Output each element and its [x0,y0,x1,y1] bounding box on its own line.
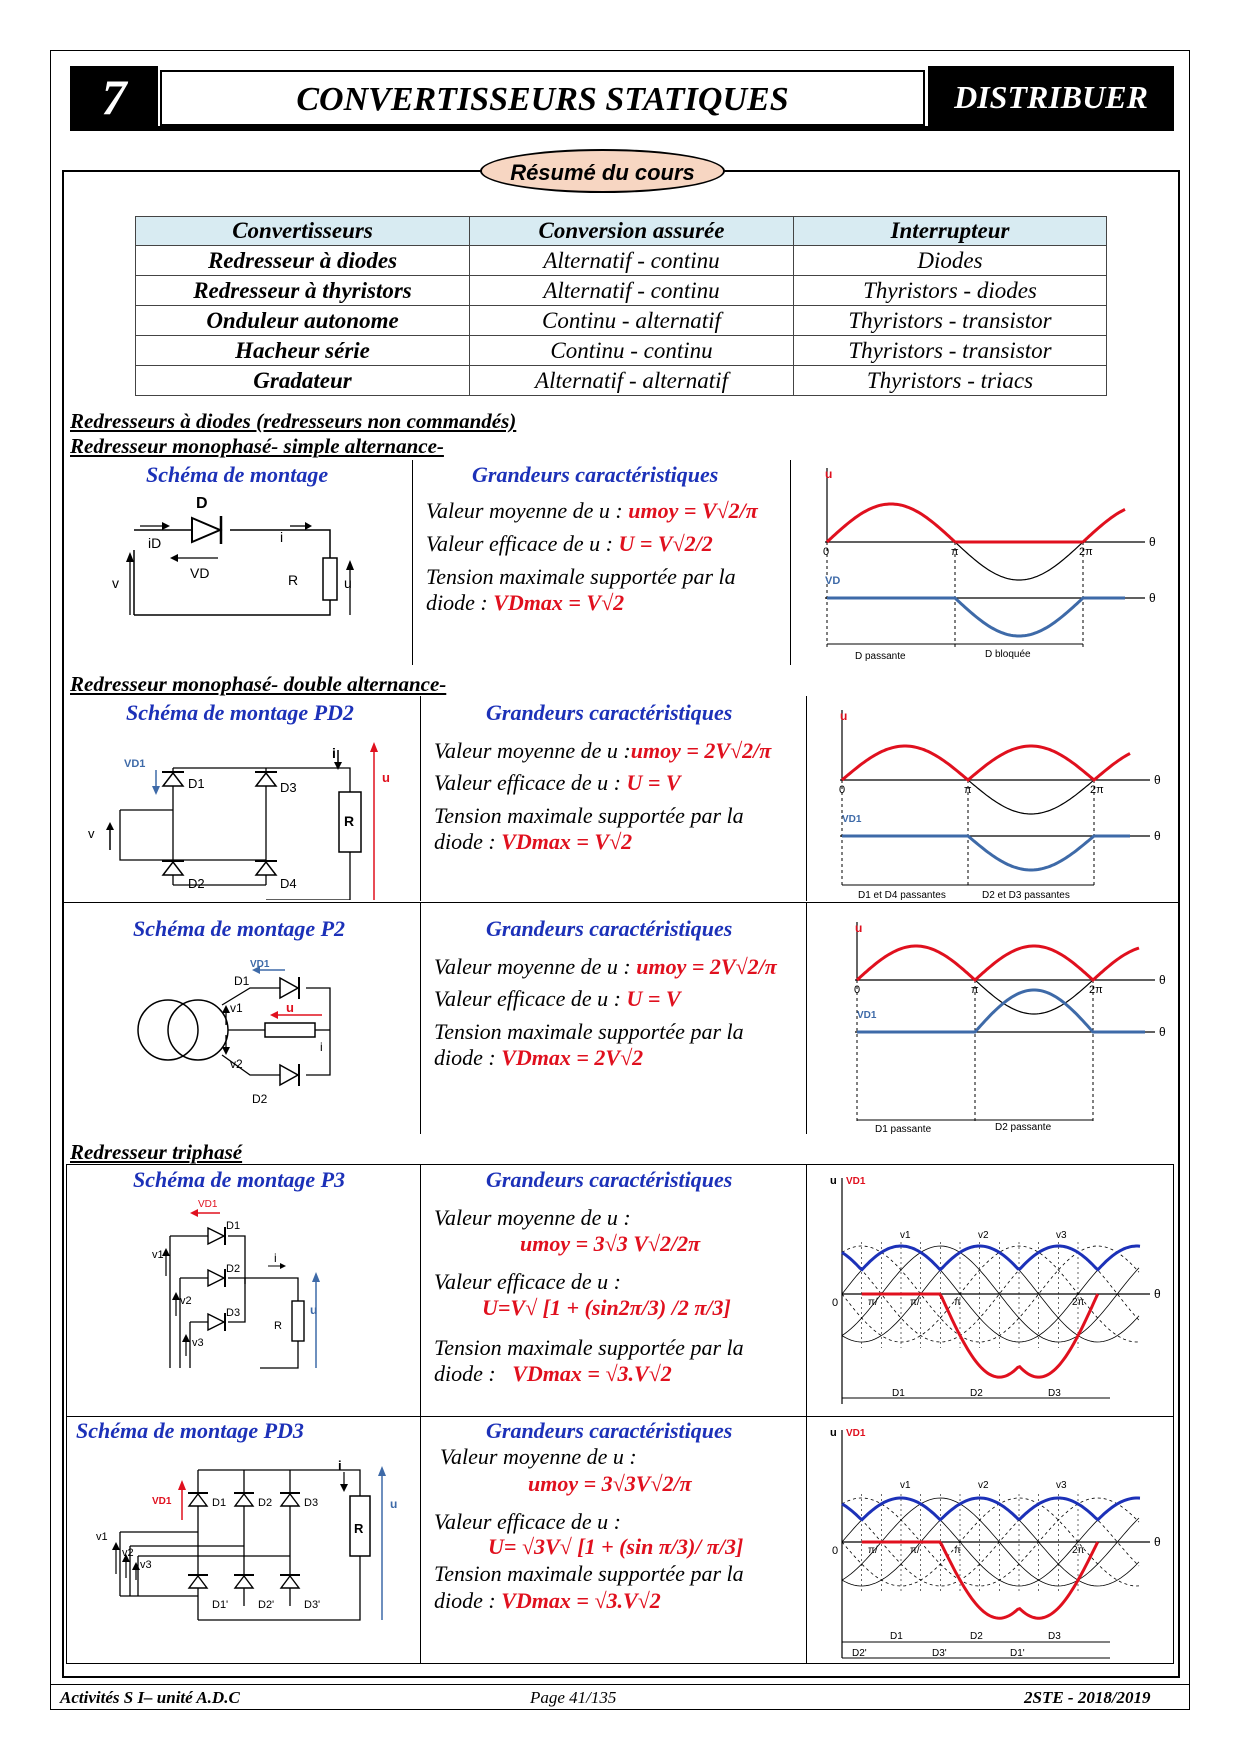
label: D2' [258,1599,275,1611]
graph-p3 [820,1168,1170,1412]
label: v2 [122,1547,134,1559]
formula-value: umoy = 3√3 V√2/2π [520,1231,701,1256]
label: D1' [212,1599,229,1611]
conduction-label: D passante [855,651,906,662]
label: D1 [226,1220,241,1232]
label: u [390,1497,398,1511]
tick-label: 2π [1089,984,1103,996]
label: v3 [192,1337,204,1349]
tick-label: π/ [868,1297,878,1308]
formula-line: diode : VDmax = 2V√2 [434,1045,644,1070]
label: i [280,529,284,545]
tick-label: 2π [1079,546,1093,558]
circuit-simple [100,490,370,640]
formula-line: Tension maximale supportée par la [434,803,744,828]
formula-line: Valeur efficace de u : [434,1269,621,1294]
circuit-p3 [150,1196,330,1376]
table-row [136,306,1107,336]
resistor [323,558,337,600]
table-cell: Onduleur autonome [136,306,470,336]
label: D1 [234,974,250,988]
divider [806,696,807,901]
table-cell: Hacheur série [136,336,470,366]
section-triphase: Redresseur triphasé [70,1140,243,1164]
conduction-label: D1 [890,1631,903,1642]
axis-label: u [855,921,863,935]
formula-value: umoy = 3√3V√2/π [528,1471,692,1496]
table-header-row [136,217,1107,246]
axis-label: VD1 [842,814,862,825]
label: v2 [230,1057,243,1071]
divider [412,460,413,665]
formula-value: VDmax = V√2 [501,829,633,854]
formula-line: Valeur moyenne de u :umoy = 2V√2/π [434,738,772,763]
tick-label: 0 [823,546,830,558]
header-shadow [70,126,1174,131]
label: v1 [230,1001,243,1015]
axis-label: VD [825,575,841,587]
formula-line: Tension maximale supportée par la [434,1019,744,1044]
axis-label: θ [1159,1025,1166,1039]
label: VD1 [124,758,146,770]
label: i [320,1040,323,1054]
label: VD1 [198,1199,218,1210]
conduction-label: D2 passante [995,1122,1052,1133]
formula-value: U= √3V√ [1 + (sin π/3)/ π/3] [488,1534,744,1559]
summary-badge: Résumé du cours [480,149,725,193]
axis-label: u [830,1427,837,1439]
schema-title: Schéma de montage PD2 [126,700,354,725]
formula-value: VDmax = √3.V√2 [512,1361,672,1386]
table-cell: Alternatif - continu [470,276,794,306]
axis-label: u [830,1175,837,1187]
label: v1 [96,1531,108,1543]
section-mono-double: Redresseur monophasé- double alternance- [70,672,447,696]
graph-pd3 [820,1420,1170,1664]
graph-p2 [845,912,1170,1134]
table-row [136,336,1107,366]
label: u [382,770,390,785]
table-header: Interrupteur [794,217,1107,246]
axis-label: θ [1154,1535,1161,1549]
formula-line: Valeur efficace de u : U = V√2/2 [426,531,713,556]
block-separator [62,902,1178,903]
footer-rule [50,1684,1190,1685]
table-cell: Thyristors - triacs [794,366,1107,396]
graph-simple [815,458,1160,666]
table-row [136,276,1107,306]
footer-left: Activités S I– unité A.D.C [60,1688,240,1707]
label: D1 [212,1497,227,1509]
label: R [288,572,299,588]
divider [806,1164,807,1664]
section-diodes: Redresseurs à diodes (redresseurs non commandés) [70,409,517,433]
table-cell: Diodes [794,246,1107,276]
formula-line: diode : VDmax = V√2 [426,590,625,615]
axis-label: θ [1149,591,1156,605]
label: VD1 [152,1496,172,1507]
schema-title: Schéma de montage P2 [133,916,346,941]
curve-label: v3 [1056,1230,1067,1241]
label: D2 [226,1263,241,1275]
table-cell: Alternatif - alternatif [470,366,794,396]
formula-line: diode : VDmax = V√2 [434,829,633,854]
table-header: Conversion assurée [470,217,794,246]
tick-label: 0 [839,784,846,796]
label: iD [148,535,162,551]
divider [420,902,421,1134]
schema-title: Schéma de montage PD3 [76,1418,304,1443]
formula-line: Valeur efficace de u : [434,1509,621,1534]
tick-label: 2π [1072,1545,1085,1556]
conduction-label: D2 [970,1631,983,1642]
circuit-p2 [130,945,400,1115]
axis-label: u [840,709,848,723]
formula-line: Valeur moyenne de u : umoy = V√2/π [426,498,758,523]
resistor [292,1301,304,1341]
label: u [310,1303,318,1317]
schema-title: Schéma de montage P3 [133,1167,346,1192]
label: D1 [188,776,205,791]
resistor [265,1023,315,1037]
axis-label: VD1 [846,1428,866,1439]
grandeurs-title: Grandeurs caractéristiques [486,1167,733,1192]
footer-page: Page 41/135 [530,1688,617,1707]
block-separator [66,1416,1174,1417]
page-title: CONVERTISSEURS STATIQUES [160,70,925,126]
divider [420,696,421,901]
label: v3 [140,1559,152,1571]
tick-label: π/ [868,1545,878,1556]
label: v [112,575,119,591]
label: D2 [188,876,205,891]
table-header: Convertisseurs [136,217,470,246]
formula-value: VDmax = V√2 [493,590,625,615]
label: D2 [252,1092,268,1106]
header-tag: DISTRIBUER [928,66,1174,128]
formula-line: Valeur efficace de u : U = V [434,986,681,1011]
grandeurs-title: Grandeurs caractéristiques [486,700,733,725]
divider [420,1164,421,1664]
curve-label: v3 [1056,1480,1067,1491]
grandeurs-title: Grandeurs caractéristiques [486,1418,733,1443]
label: v [88,826,95,841]
label: i [338,1458,342,1473]
conduction-label: D2 et D3 passantes [982,890,1070,900]
tick-label: 2π [1072,1297,1085,1308]
label: u [344,575,352,591]
table-cell: Thyristors - transistor [794,306,1107,336]
tick-label: π/ [910,1545,920,1556]
label: R [344,813,355,829]
tick-label: 2π [1090,784,1104,796]
label: D [196,495,208,512]
label: i [274,1251,277,1265]
conduction-label: D1 et D4 passantes [858,890,946,900]
axis-label: VD1 [857,1010,877,1021]
label: D2 [258,1497,273,1509]
conduction-label: D1' [1010,1648,1025,1659]
label: D4 [280,876,297,891]
grandeurs-title: Grandeurs caractéristiques [472,462,719,487]
formula-value: U = V [626,986,681,1011]
formula-value: umoy = 2V√2/π [630,738,772,763]
table-row [136,246,1107,276]
schema-title: Schéma de montage [146,462,329,487]
tick-label: π [954,1297,961,1308]
formula-line: Tension maximale supportée par la [434,1561,744,1586]
tick-label: 0 [832,1297,839,1309]
formula-line: Valeur moyenne de u : [440,1444,637,1469]
axis-label: VD1 [846,1176,866,1187]
tick-label: π/ [910,1297,920,1308]
label: D3 [280,780,297,795]
chapter-number: 7 [70,66,158,128]
axis-label: θ [1154,1287,1161,1301]
table-cell: Redresseur à diodes [136,246,470,276]
converters-table [135,216,1107,396]
formula-line: Tension maximale supportée par la [434,1335,744,1360]
label: D3 [226,1307,241,1319]
curve-label: v1 [900,1480,911,1491]
conduction-label: D3 [1048,1388,1061,1399]
formula-value: VDmax = 2V√2 [501,1045,644,1070]
axis-label: θ [1159,973,1166,987]
axis-label: θ [1154,829,1161,843]
curve-label: v2 [978,1230,989,1241]
conduction-label: D1 passante [875,1124,932,1134]
diode-symbol [192,518,220,542]
formula-line: Tension maximale supportée par la [426,564,736,589]
formula-value: U=V√ [1 + (sin2π/3) /2 π/3] [482,1295,731,1320]
graph-pd2 [830,700,1170,900]
table-cell: Thyristors - diodes [794,276,1107,306]
formula-value: U = V [626,770,681,795]
axis-label: θ [1154,773,1161,787]
conduction-label: D1 [892,1388,905,1399]
conduction-label: D2 [970,1388,983,1399]
conduction-label: D2' [852,1648,867,1659]
formula-value: VDmax = √3.V√2 [501,1588,661,1613]
tick-label: 0 [854,984,861,996]
conduction-label: D3 [1048,1631,1061,1642]
table-cell: Thyristors - transistor [794,336,1107,366]
tick-label: π [954,1545,961,1556]
table-cell: Gradateur [136,366,470,396]
label: i [332,745,336,761]
circuit-pd3 [90,1456,410,1636]
tick-label: 0 [832,1545,839,1557]
conduction-label: D bloquée [985,649,1031,660]
formula-line: diode : VDmax = √3.V√2 [434,1361,672,1386]
table-cell: Alternatif - continu [470,246,794,276]
label: D3' [304,1599,321,1611]
section-mono-simple: Redresseur monophasé- simple alternance- [70,434,444,458]
label: v1 [152,1249,164,1261]
axis-label: u [825,467,833,481]
label: VD1 [250,959,270,970]
divider [806,902,807,1134]
footer-right: 2STE - 2018/2019 [1024,1688,1151,1707]
table-cell: Continu - alternatif [470,306,794,336]
label: D3 [304,1497,319,1509]
tick-label: π [971,984,979,996]
formula-line: Valeur moyenne de u : umoy = 2V√2/π [434,954,777,979]
label: VD [190,565,210,581]
circuit-pd2 [80,740,400,900]
table-row [136,366,1107,396]
table-cell: Redresseur à thyristors [136,276,470,306]
curve-label: v2 [978,1480,989,1491]
formula-line: Valeur efficace de u : U = V [434,770,681,795]
formula-value: umoy = V√2/π [628,498,758,523]
formula-line: diode : VDmax = √3.V√2 [434,1588,661,1613]
label: R [354,1521,364,1536]
formula-value: U = V√2/2 [618,531,713,556]
label: u [286,1000,294,1015]
divider [790,460,791,665]
formula-value: umoy = 2V√2/π [636,954,777,979]
tick-label: π [951,546,959,558]
label: R [274,1320,282,1332]
curve-label: v1 [900,1230,911,1241]
axis-label: θ [1149,535,1156,549]
label: v2 [180,1295,192,1307]
conduction-label: D3' [932,1648,947,1659]
tick-label: π [964,784,972,796]
formula-line: Valeur moyenne de u : [434,1205,631,1230]
table-cell: Continu - continu [470,336,794,366]
grandeurs-title: Grandeurs caractéristiques [486,916,733,941]
